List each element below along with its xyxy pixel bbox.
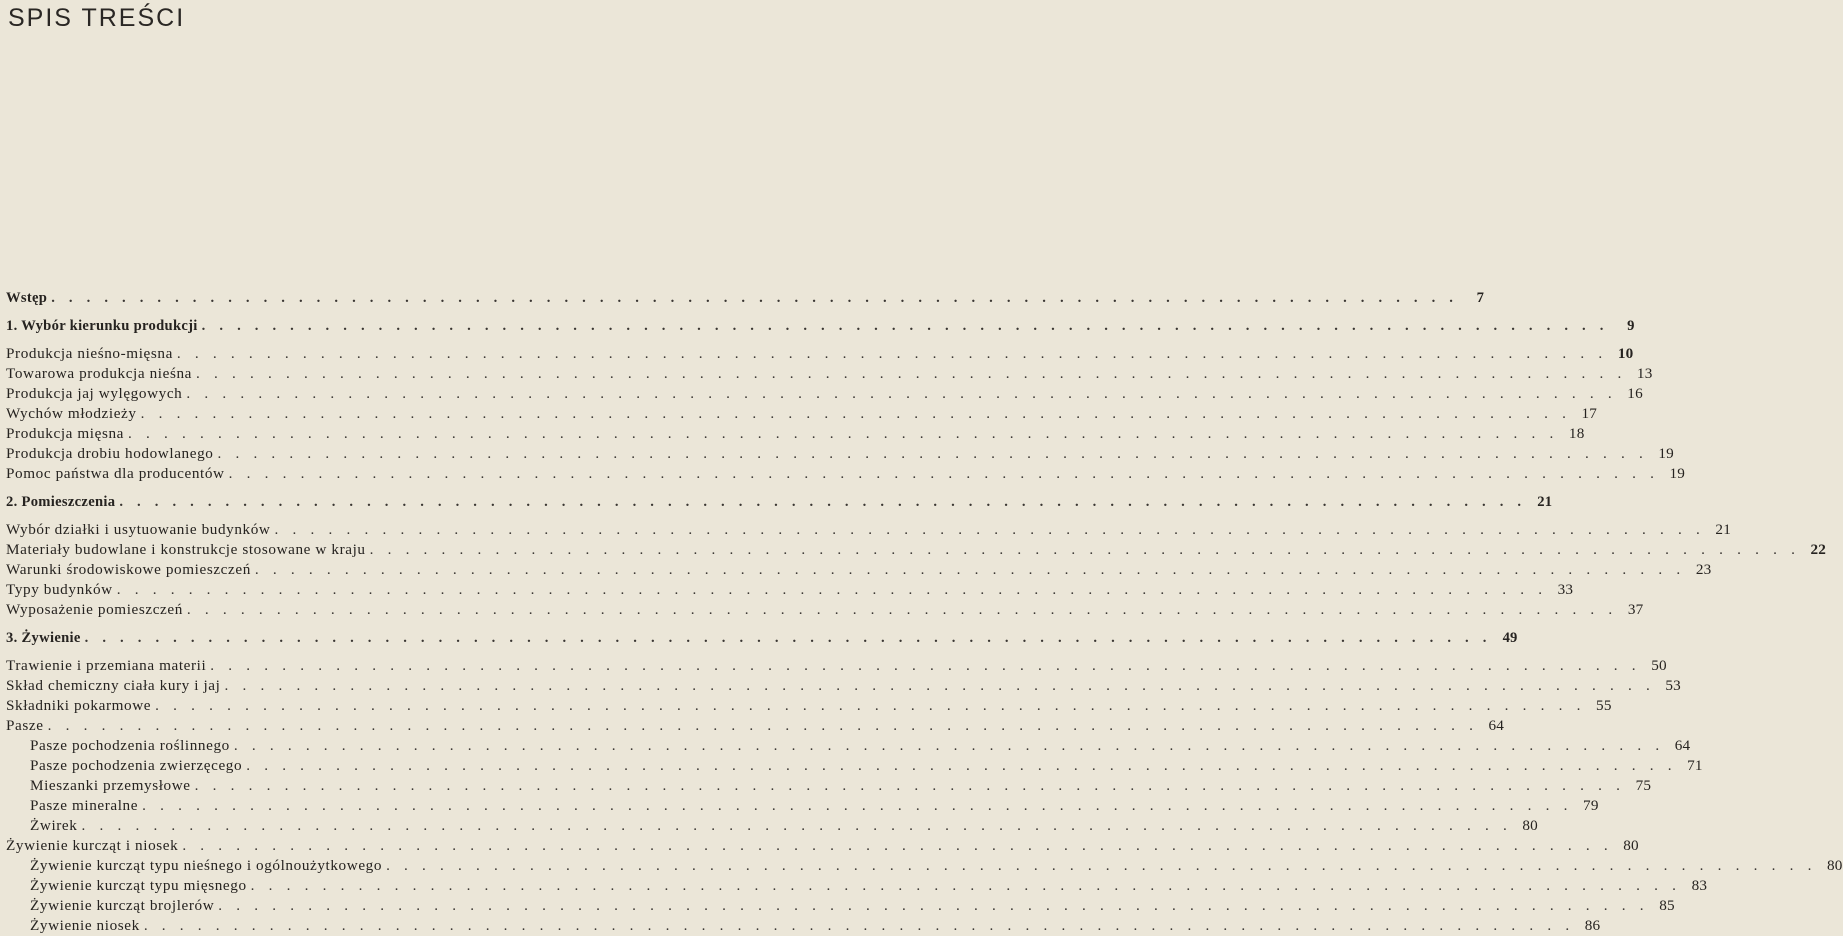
toc-entry bbox=[6, 856, 1843, 876]
toc-entry bbox=[6, 404, 1598, 424]
toc-leader-dots: . . . . . . . . . . . . . . . . . . . . . . . . . . . . . . . . . . . . . . . . . . . . . . . . . . . . . . . . . . . . . . . . . . . . . . . . . . . . . . . . bbox=[47, 717, 1479, 734]
toc-entry-label: Żywienie kurcząt brojlerów bbox=[30, 897, 215, 914]
toc-entry-label: Skład chemiczny ciała kury i jaj bbox=[6, 677, 221, 694]
toc-entry-label: Żywienie kurcząt typu nieśnego i ogólnoużytkowego bbox=[30, 857, 383, 874]
toc-entry-label: Żywienie kurcząt typu mięsnego bbox=[30, 877, 247, 894]
toc-entry bbox=[6, 916, 1601, 936]
toc-entry-page: 80 bbox=[1623, 837, 1639, 854]
toc-entry-page: 64 bbox=[1488, 717, 1505, 734]
toc-leader-dots: . . . . . . . . . . . . . . . . . . . . . . . . . . . . . . . . . . . . . . . . . . . . . . . . . . . . . . . . . . . . . . . . . . . . . . . . . . . . . . . . bbox=[84, 630, 1492, 646]
toc-leader-dots: . . . . . . . . . . . . . . . . . . . . . . . . . . . . . . . . . . . . . . . . . . . . . . . . . . . . . . . . . . . . . . . . . . . . . . . . . . . . . . . . bbox=[186, 385, 1617, 402]
toc-entry-page: 71 bbox=[1687, 757, 1703, 774]
toc-leader-dots: . . . . . . . . . . . . . . . . . . . . . . . . . . . . . . . . . . . . . . . . . . . . . . . . . . . . . . . . . . . . . . . . . . . . . . . . . . . . . . . . bbox=[201, 318, 1609, 334]
toc-entry-label: Trawienie i przemiana materii bbox=[6, 657, 207, 674]
toc-leader-dots: . . . . . . . . . . . . . . . . . . . . . . . . . . . . . . . . . . . . . . . . . . . . . . . . . . . . . . . . . . . . . . . . . . . . . . . . . . . . . . . . bbox=[186, 601, 1618, 618]
toc-entry-page: 75 bbox=[1635, 777, 1652, 794]
toc-leader-dots: . . . . . . . . . . . . . . . . . . . . . . . . . . . . . . . . . . . . . . . . . . . . . . . . . . . . . . . . . . . . . . . . . . . . . . . . . . . . . . . . bbox=[217, 445, 1648, 462]
toc-entry-label: Wybór działki i usytuowanie budynków bbox=[6, 521, 271, 538]
toc-entry-label: Produkcja jaj wylęgowych bbox=[6, 385, 183, 402]
toc-leader-dots: . . . . . . . . . . . . . . . . . . . . . . . . . . . . . . . . . . . . . . . . . . . . . . . . . . . . . . . . . . . . . . . . . . . . . . . . . . . . . . . . bbox=[142, 797, 1573, 814]
toc-entry-page: 33 bbox=[1557, 581, 1574, 598]
toc-leader-dots: . . . . . . . . . . . . . . . . . . . . . . . . . . . . . . . . . . . . . . . . . . . . . . . . . . . . . . . . . . . . . . . . . . . . . . . . . . . . . . . . bbox=[81, 817, 1512, 834]
toc-entry bbox=[6, 816, 1538, 836]
toc-entry-page: 85 bbox=[1659, 897, 1675, 914]
toc-entry-page: 55 bbox=[1596, 697, 1612, 714]
toc-leader-dots: . . . . . . . . . . . . . . . . . . . . . . . . . . . . . . . . . . . . . . . . . . . . . . . . . . . . . . . . . . . . . . . . . . . . . . . . . . . . . . . . bbox=[140, 405, 1572, 422]
toc-leader-dots: . . . . . . . . . . . . . . . . . . . . . . . . . . . . . . . . . . . . . . . . . . . . . . . . . . . . . . . . . . . . . . . . . . . . . . . . . . . . . . . . bbox=[386, 857, 1817, 874]
toc-leader-dots: . . . . . . . . . . . . . . . . . . . . . . . . . . . . . . . . . . . . . . . . . . . . . . . . . . . . . . . . . . . . . . . . . . . . . . . . . . . . . . . . bbox=[143, 917, 1575, 934]
toc-entry bbox=[6, 600, 1644, 620]
toc-entry-label: Produkcja nieśno-mięsna bbox=[6, 345, 173, 362]
toc-entry bbox=[6, 736, 1691, 756]
toc-entry-label: Typy budynków bbox=[6, 581, 113, 598]
toc-entry-label: Pasze bbox=[6, 717, 44, 734]
toc-entry-page: 19 bbox=[1669, 465, 1686, 482]
toc-entry-label: Mieszanki przemysłowe bbox=[30, 777, 191, 794]
toc-leader-dots: . . . . . . . . . . . . . . . . . . . . . . . . . . . . . . . . . . . . . . . . . . . . . . . . . . . . . . . . . . . . . . . . . . . . . . . . . . . . . . . . bbox=[250, 877, 1682, 894]
toc-entry-label: Pasze pochodzenia zwierzęcego bbox=[30, 757, 243, 774]
toc-leader-dots: . . . . . . . . . . . . . . . . . . . . . . . . . . . . . . . . . . . . . . . . . . . . . . . . . . . . . . . . . . . . . . . . . . . . . . . . . . . . . . . . bbox=[196, 365, 1627, 382]
toc-entry-label: Pasze mineralne bbox=[30, 797, 139, 814]
toc-entry-page: 22 bbox=[1810, 541, 1827, 558]
toc-entry bbox=[6, 656, 1667, 676]
toc-entry bbox=[6, 756, 1703, 776]
toc-entry-label: Pomoc państwa dla producentów bbox=[6, 465, 225, 482]
toc-entry-page: 80 bbox=[1522, 817, 1538, 834]
toc-leader-dots: . . . . . . . . . . . . . . . . . . . . . . . . . . . . . . . . . . . . . . . . . . . . . . . . . . . . . . . . . . . . . . . . . . . . . . . . . . . . . . . . bbox=[246, 757, 1677, 774]
toc-entry-page: 13 bbox=[1636, 365, 1653, 382]
toc-entry bbox=[6, 364, 1653, 384]
toc-entry bbox=[6, 876, 1708, 896]
toc-entry-label: Pasze pochodzenia roślinnego bbox=[30, 737, 230, 754]
toc-leader-dots: . . . . . . . . . . . . . . . . . . . . . . . . . . . . . . . . . . . . . . . . . . . . . . . . . . . . . . . . . . . . . . . . . . . . . . . . . . . . . . . . bbox=[233, 737, 1665, 754]
toc-entry-label: Żwirek bbox=[30, 817, 78, 834]
toc-entry-page: 21 bbox=[1715, 521, 1732, 538]
toc-entry bbox=[6, 316, 1635, 336]
toc-entry-page: 21 bbox=[1537, 494, 1553, 510]
toc-leader-dots: . . . . . . . . . . . . . . . . . . . . . . . . . . . . . . . . . . . . . . . . . . . . . . . . . . . . . . . . . . . . . . . . . . . . . . . . . . . . . . . . bbox=[51, 290, 1459, 306]
toc-entry bbox=[6, 464, 1686, 484]
toc-entry-page: 23 bbox=[1695, 561, 1712, 578]
toc-entry-page: 64 bbox=[1674, 737, 1691, 754]
toc-entry-page: 37 bbox=[1627, 601, 1644, 618]
toc-entry bbox=[6, 696, 1612, 716]
toc-entry-page: 19 bbox=[1658, 445, 1674, 462]
toc-entry-label: Żywienie kurcząt i niosek bbox=[6, 837, 179, 854]
toc-entry bbox=[6, 540, 1827, 560]
toc-entry-label: Produkcja mięsna bbox=[6, 425, 124, 442]
toc-leader-dots: . . . . . . . . . . . . . . . . . . . . . . . . . . . . . . . . . . . . . . . . . . . . . . . . . . . . . . . . . . . . . . . . . . . . . . . . . . . . . . . . bbox=[119, 494, 1527, 510]
toc-entry-label: 3. Żywienie bbox=[6, 630, 81, 646]
toc-entry-label: Wyposażenie pomieszczeń bbox=[6, 601, 183, 618]
toc-entry-label: 1. Wybór kierunku produkcji bbox=[6, 318, 198, 334]
toc-leader-dots: . . . . . . . . . . . . . . . . . . . . . . . . . . . . . . . . . . . . . . . . . . . . . . . . . . . . . . . . . . . . . . . . . . . . . . . . . . . . . . . . bbox=[194, 777, 1626, 794]
toc-entry-label: Materiały budowlane i konstrukcje stosowane w kraju bbox=[6, 541, 366, 558]
toc-entry bbox=[6, 344, 1634, 364]
toc-entry-page: 17 bbox=[1581, 405, 1598, 422]
toc-entry bbox=[6, 560, 1712, 580]
toc-leader-dots: . . . . . . . . . . . . . . . . . . . . . . . . . . . . . . . . . . . . . . . . . . . . . . . . . . . . . . . . . . . . . . . . . . . . . . . . . . . . . . . . bbox=[274, 521, 1706, 538]
toc-leader-dots: . . . . . . . . . . . . . . . . . . . . . . . . . . . . . . . . . . . . . . . . . . . . . . . . . . . . . . . . . . . . . . . . . . . . . . . . . . . . . . . . bbox=[182, 837, 1613, 854]
toc-entry-label: Wstęp bbox=[6, 290, 48, 306]
toc-entry bbox=[6, 716, 1505, 736]
toc-entry bbox=[6, 492, 1553, 512]
toc-leader-dots: . . . . . . . . . . . . . . . . . . . . . . . . . . . . . . . . . . . . . . . . . . . . . . . . . . . . . . . . . . . . . . . . . . . . . . . . . . . . . . . . bbox=[176, 345, 1608, 362]
toc-leader-dots: . . . . . . . . . . . . . . . . . . . . . . . . . . . . . . . . . . . . . . . . . . . . . . . . . . . . . . . . . . . . . . . . . . . . . . . . . . . . . . . . bbox=[254, 561, 1686, 578]
toc-entry-label: Składniki pokarmowe bbox=[6, 697, 152, 714]
toc-entry bbox=[6, 896, 1675, 916]
toc-entry-page: 80 bbox=[1826, 857, 1843, 874]
toc-leader-dots: . . . . . . . . . . . . . . . . . . . . . . . . . . . . . . . . . . . . . . . . . . . . . . . . . . . . . . . . . . . . . . . . . . . . . . . . . . . . . . . . bbox=[128, 425, 1559, 442]
table-of-contents bbox=[6, 288, 1843, 936]
page-title: SPIS TREŚCI bbox=[8, 4, 186, 32]
toc-entry-label: Żywienie niosek bbox=[30, 917, 140, 934]
toc-leader-dots: . . . . . . . . . . . . . . . . . . . . . . . . . . . . . . . . . . . . . . . . . . . . . . . . . . . . . . . . . . . . . . . . . . . . . . . . . . . . . . . . bbox=[218, 897, 1649, 914]
toc-entry-label: 2. Pomieszczenia bbox=[6, 494, 116, 510]
toc-entry-label: Produkcja drobiu hodowlanego bbox=[6, 445, 214, 462]
toc-entry-label: Warunki środowiskowe pomieszczeń bbox=[6, 561, 251, 578]
toc-entry-page: 83 bbox=[1691, 877, 1708, 894]
toc-leader-dots: . . . . . . . . . . . . . . . . . . . . . . . . . . . . . . . . . . . . . . . . . . . . . . . . . . . . . . . . . . . . . . . . . . . . . . . . . . . . . . . . bbox=[224, 677, 1655, 694]
toc-entry-page: 79 bbox=[1583, 797, 1599, 814]
toc-entry-page: 50 bbox=[1651, 657, 1667, 674]
toc-entry bbox=[6, 628, 1518, 648]
toc-entry-page: 18 bbox=[1568, 425, 1585, 442]
toc-entry-page: 86 bbox=[1584, 917, 1601, 934]
toc-entry bbox=[6, 444, 1674, 464]
toc-entry-page: 53 bbox=[1665, 677, 1681, 694]
toc-entry bbox=[6, 676, 1681, 696]
toc-entry bbox=[6, 424, 1585, 444]
toc-leader-dots: . . . . . . . . . . . . . . . . . . . . . . . . . . . . . . . . . . . . . . . . . . . . . . . . . . . . . . . . . . . . . . . . . . . . . . . . . . . . . . . . bbox=[155, 697, 1586, 714]
toc-entry-label: Wychów młodzieży bbox=[6, 405, 137, 422]
toc-entry bbox=[6, 520, 1732, 540]
toc-entry-page: 7 bbox=[1476, 290, 1485, 306]
toc-leader-dots: . . . . . . . . . . . . . . . . . . . . . . . . . . . . . . . . . . . . . . . . . . . . . . . . . . . . . . . . . . . . . . . . . . . . . . . . . . . . . . . . bbox=[116, 581, 1548, 598]
toc-leader-dots: . . . . . . . . . . . . . . . . . . . . . . . . . . . . . . . . . . . . . . . . . . . . . . . . . . . . . . . . . . . . . . . . . . . . . . . . . . . . . . . . bbox=[228, 465, 1660, 482]
toc-entry bbox=[6, 776, 1652, 796]
toc-entry-page: 10 bbox=[1617, 345, 1634, 362]
toc-entry-page: 16 bbox=[1627, 385, 1643, 402]
toc-leader-dots: . . . . . . . . . . . . . . . . . . . . . . . . . . . . . . . . . . . . . . . . . . . . . . . . . . . . . . . . . . . . . . . . . . . . . . . . . . . . . . . . bbox=[210, 657, 1641, 674]
toc-entry bbox=[6, 796, 1599, 816]
toc-entry-page: 49 bbox=[1502, 630, 1518, 646]
toc-entry bbox=[6, 580, 1574, 600]
toc-entry bbox=[6, 288, 1485, 308]
toc-entry bbox=[6, 836, 1639, 856]
toc-entry-page: 9 bbox=[1627, 318, 1635, 334]
toc-leader-dots: . . . . . . . . . . . . . . . . . . . . . . . . . . . . . . . . . . . . . . . . . . . . . . . . . . . . . . . . . . . . . . . . . . . . . . . . . . . . . . . . bbox=[369, 541, 1801, 558]
toc-entry bbox=[6, 384, 1643, 404]
toc-entry-label: Towarowa produkcja nieśna bbox=[6, 365, 192, 382]
